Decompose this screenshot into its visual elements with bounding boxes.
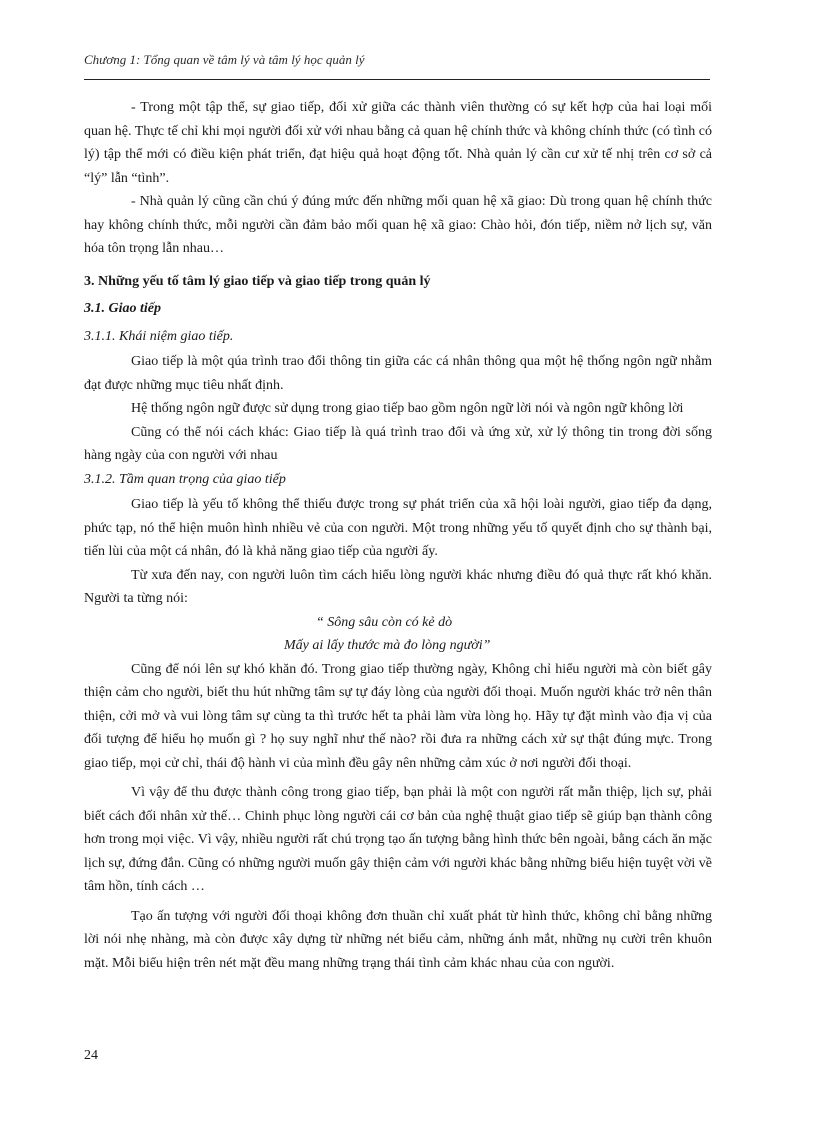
- chapter-header: Chương 1: Tổng quan về tâm lý và tâm lý học quản lý: [84, 52, 365, 67]
- paragraph-7: Từ xưa đến nay, con người luôn tìm cách hiểu lòng người khác nhưng điều đó quả thực rất khó khăn. Người ta từng nói:: [84, 567, 712, 606]
- paragraph-5: Cũng có thể nói cách khác: Giao tiếp là quá trình trao đổi và ứng xử, xử lý thông tin trong đời sống hàng ngày của con người với nhau: [84, 424, 712, 463]
- paragraph-6: Giao tiếp là yếu tố không thể thiếu được trong sự phát triển của xã hội loài người, giao tiếp đa dạng, phức tạp, nó thể hiện muôn hình nhiều vẻ của con người. Một trong những yếu tố quyết định cho sự thành bại, tiến lùi của một cá nhân, đó là khả năng giao tiếp của người ấy.: [84, 497, 712, 559]
- poem-line-1: “ Sông sâu còn có kẻ dò: [316, 614, 453, 630]
- paragraph-3: Giao tiếp là một qúa trình trao đổi thông tin giữa các cá nhân thông qua một hệ thống ngôn ngữ nhằm đạt được những mục tiêu nhất định.: [84, 354, 712, 393]
- paragraph-10: Tạo ấn tượng với người đối thoại không đơn thuần chỉ xuất phát từ hình thức, không chỉ bằng những lời nói nhẹ nhàng, mà còn được xây dựng từ những nét biểu cảm, những ánh mắt, những nụ cười trên khuôn mặt. Mỗi biểu hiện trên nét mặt đều mang những trạng thái tình cảm khác nhau của con người.: [84, 908, 712, 971]
- paragraph-9: Vì vậy để thu được thành công trong giao tiếp, bạn phải là một con người rất mẫn thiệp, lịch sự, phải biết cách đối nhân xử thế… Chinh phục lòng người cái cơ bản của nghệ thuật giao tiếp sẽ giúp bạn thành công hơn trong mọi việc. Vì vậy, nhiều người rất chú trọng tạo ấn tượng bằng hình thức bên ngoài, bằng cách ăn mặc lịch sự, đứng đắn. Cũng có những người muốn gây thiện cảm với người khác bằng những biểu hiện tuyệt vời về tâm hồn, tính cách …: [84, 785, 712, 894]
- page-number: 24: [84, 1048, 98, 1063]
- page-content: [84, 96, 712, 975]
- section-heading-3: 3. Những yếu tố tâm lý giao tiếp và giao tiếp trong quản lý: [84, 273, 431, 289]
- paragraph-2: - Nhà quản lý cũng cần chú ý đúng mức đến những mối quan hệ xã giao: Dù trong quan hệ chính thức hay không chính thức, mỗi người cần đảm bảo mối quan hệ xã giao: Chào hỏi, đón tiếp, niềm nở lịch sự, văn hóa tôn trọng lẫn nhau…: [84, 194, 712, 256]
- header-rule: [84, 79, 710, 80]
- poem-line-2: Mấy ai lấy thước mà đo lòng người”: [284, 638, 491, 653]
- paragraph-8: Cũng để nói lên sự khó khăn đó. Trong giao tiếp thường ngày, Không chỉ hiểu người mà còn biết gây thiện cảm cho người, biết thu hút những tâm sự tự đáy lòng của người đối thoại. Muốn người khác trở nên thân thiện, cởi mở và vui lòng tâm sự cùng ta thì trước hết ta phải làm vừa lòng họ. Hãy tự đặt mình vào địa vị của đối tượng để hiểu họ muốn gì ? họ suy nghĩ như thế nào? rồi đưa ra những cách xử sự thật đúng mực. Trong giao tiếp, mọi cử chỉ, thái độ hành vi của mình đều gây nên những cảm xúc ở nơi người đối thoại.: [84, 661, 712, 771]
- paragraph-1: - Trong một tập thể, sự giao tiếp, đối xử giữa các thành viên thường có sự kết hợp của hai loại mối quan hệ. Thực tế chỉ khi mọi người đối xử với nhau bằng cả quan hệ chính thức và không chính thức (có tình có lý) tập thể mới có điều kiện phát triển, đạt hiệu quả hoạt động tốt. Nhà quản lý cần cư xử tế nhị trên cơ sở cả “lý” lẫn “tình”.: [84, 100, 712, 186]
- subsubsection-heading-3-1-2: 3.1.2. Tầm quan trọng của giao tiếp: [84, 471, 286, 487]
- subsubsection-heading-3-1-1: 3.1.1. Khái niệm giao tiếp.: [84, 328, 234, 344]
- paragraph-4: Hệ thống ngôn ngữ được sử dụng trong giao tiếp bao gồm ngôn ngữ lời nói và ngôn ngữ không lời: [131, 401, 684, 416]
- subsection-heading-3-1: 3.1. Giao tiếp: [84, 301, 161, 316]
